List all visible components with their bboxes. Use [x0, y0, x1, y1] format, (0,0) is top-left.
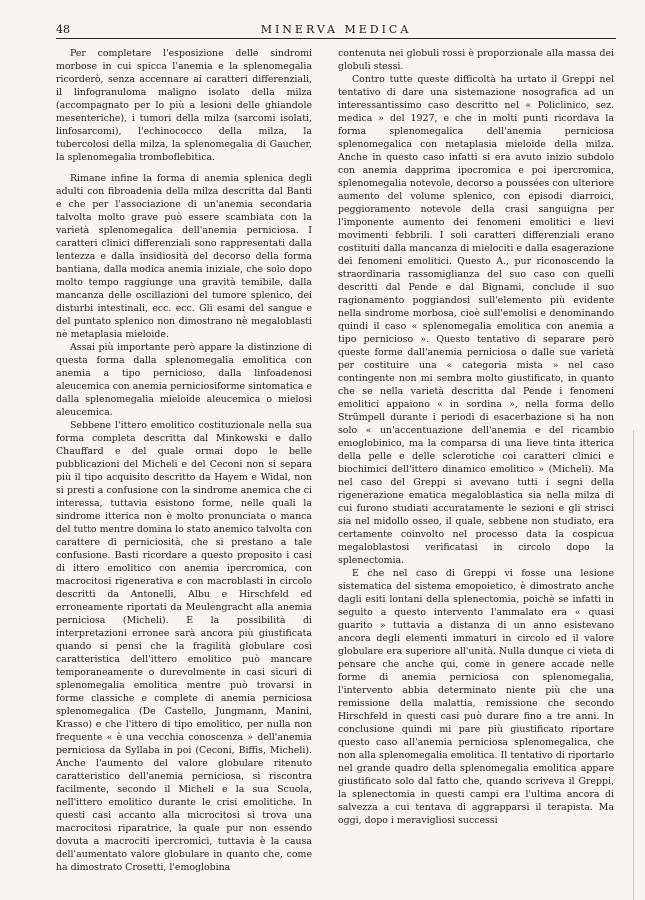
- paragraph: Sebbene l'ittero emolitico costituzionale nella sua forma completa descritta dal Minkowski e dallo Chauffard e del quale ormai dopo le belle pubblicazioni del Micheli e del Ceconi non si separa più il tipo acquisito descritto da Hayem e Widal, non si presti a confusione con la sindrome anemica che ci interessa, tuttavia esistono forme, nelle quali la sindrome itterica non è molto pronunciata o manca del tutto mentre domina lo stato anemico talvolta con carattere di perniciosità, che si prestano a tale confusione. Basti ricordare a questo proposito i casi di ittero emolitico con anemia ipercromica, con macrocitosi rigenerativa e con macroblasti in circolo descritti da Antonelli, Albu e Hirschfeld ed erroneamente riportati da Meulengracht alla anemia perniciosa (Micheli). E la possibilità di interpretazioni erronee sarà ancora più giustificata quando si pensi che la fragilità globulare così caratteristica dell'ittero emolitico può mancare temporaneamente o durevolmente in casi sicuri di splenomegalia emolitica mentre può trovarsi in forme classiche e complete di anemia perniciosa splenomegalica (De Castello, Jungmann, Manini, Krasso) e che l'ittero di tipo emolitico, per nulla non frequente « è una vecchia conoscenza » dell'anemia perniciosa da Syllaba in poi (Ceconi, Biffis, Micheli). Anche l'aumento del valore globulare ritenuto caratteristico dell'anemia perniciosa, si riscontra facilmente, secondo il Micheli e la sua Scuola, nell'ittero emolitico durante le crisi emolitiche. In questi casi accanto alla microcitosi si trova una macrocitosi riparatrice, la quale pur non essendo dovuta a macrociti ipercromici, tuttavia è la causa dell'aumentato valore globulare in quanto che, come ha dimostrato Crosetti, l'emoglobina: [56, 420, 312, 873]
- paragraph: Assai più importante però appare la distinzione di questa forma dalla splenomegalia emolitica con anemia a tipo pernicioso, dalla linfoadenosi aleucemica con anemia perniciosiforme sintomatica e dalla splenomegalia mieloide aleucemica o mielosi aleucemica.: [56, 342, 312, 418]
- paragraph: E che nel caso di Greppi vi fosse una lesione sistematica del sistema emopoietico, è dimostrato anche dagli esiti lontani della splenectomia, poichè se infatti in seguito a questo intervento l'ammalato era « quasi guarito » tuttavia a distanza di un anno esistevano ancora degli elementi immaturi in circolo ed il valore globulare era superiore all'unità. Nulla dunque ci vieta di pensare che anche qui, come in genere accade nelle forme di anemia perniciosa con splenomegalia, l'intervento abbia determinato niente più che una remissione della malattia, remissione che secondo Hirschfeld in questi casi può durare fino a tre anni. In conclusione quindi mi pare più giustificato riportare questo caso all'anemia perniciosa splenomegalica, che non alla splenomegalia emolitica. Il tentativo di riportarlo nel grande quadro della splenomegalia emolitica appare giustificato solo dal fatto che, quando scriveva il Greppi, la splenectomia in questi campi era l'ultima ancora di salvezza a cui tentava di aggrapparsi il terapista. Ma oggi, dopo i meravigliosi successi: [338, 568, 614, 826]
- running-title: MINERVA MEDICA: [260, 23, 412, 36]
- scan-margin-line: [633, 430, 634, 900]
- paragraph: Rimane infine la forma di anemia splenica degli adulti con fibroadenia della milza descritta dal Banti e che per l'associazione di un'anemia secondaria talvolta molto grave può essere scambiata con la varietà splenomegalica dell'anemia perniciosa. I caratteri clinici differenziali sono rappresentati dalla lentezza e dalla insidiosità del decorso della forma bantiana, dalla modica anemia iniziale, che solo dopo molto tempo raggiunge una gravità temibile, dalla mancanza delle oscillazioni del tumore splenico, dei disturbi intestinali, ecc. ecc. Gli esami del sangue e del puntato splenico non dimostrano nè megaloblasti nè metaplasia mieloide.: [56, 173, 312, 340]
- left-column: [56, 47, 312, 874]
- paragraph: Contro tutte queste difficoltà ha urtato il Greppi nel tentativo di dare una sistemazione nosografica ad un interessantissimo caso descritto nel « Policlinico, sez. medica » del 1927, e che in molti punti ricordava la forma splenomegalica dell'anemia perniciosa splenomegalica con metaplasia mieloide della milza. Anche in questo caso infatti si era avuto inizio subdolo con anemia dapprima ipocromica e poi ipercromica, splenomegalia notevole, decorso a poussées con ulteriore aumento del volume splenico, con episodi diarroici, peggioramento notevole della crasi sanguigna per l'imponente aumento dei fenomeni emolitici e lievi movimenti febbrili. I soli caratteri differenziali erano costituiti dalla mancanza di mielociti e dalla esagerazione dei fenomeni emolitici. Questo A., pur riconoscendo la straordinaria rassomiglianza del suo caso con quelli descritti dal Pende e dal Bignami, conclude il suo ragionamento poggiandosi sull'elemento più evidente nella sindrome morbosa, cioè sull'emolisi e denominando quindi il caso « splenomegalia emolitica con anemia a tipo pernicioso ». Questo tentativo di separare però queste forme dall'anemia perniciosa o dalle sue varietà per costituire una « categoria mista » nel caso contingente non mi sembra molto giustificato, in quanto che se nella varietà descritta dal Pende i fenomeni emolitici appaiono « in sordina », nella forma dello Strümpell durante i periodi di esacerbazione si ha non solo « un'accentuazione dell'anemia e del ricambio emoglobinico, ma la comparsa di una lieve tinta itterica della pelle e delle sclerotiche coi caratteri clinici e biochimici dell'ittero dinamico emolitico » (Micheli). Ma nel caso del Greppi si avevano tutti i segni della rigenerazione ematica megaloblastica sia nella milza di cui furono studiati accuratamente le sezioni e gli strisci sia nel midollo osseo, il quale, sebbene non studiato, era certamente coinvolto nel processo data la cospicua megaloblastosi verificatasi in circolo dopo la splenectomia.: [338, 74, 614, 566]
- right-column: [338, 47, 614, 827]
- running-header: [56, 24, 616, 39]
- paragraph: contenuta nei globuli rossi è proporzionale alla massa dei globuli stessi.: [338, 48, 614, 72]
- page-number: 48: [56, 23, 70, 36]
- paragraph: Per completare l'esposizione delle sindromi morbose in cui spicca l'anemia e la splenomegalia ricorderò, senza accennare ai caratteri differenziali, il linfogranuloma maligno isolato della milza (accompagnato per lo più a lesioni delle ghiandole mesenteriche), i tumori della milza (sarcomi isolati, linfosarcomi), l'echinococco della milza, la tubercolosi della milza, la splenomegalia di Gaucher, la splenomegalia tromboflebitica.: [56, 48, 312, 163]
